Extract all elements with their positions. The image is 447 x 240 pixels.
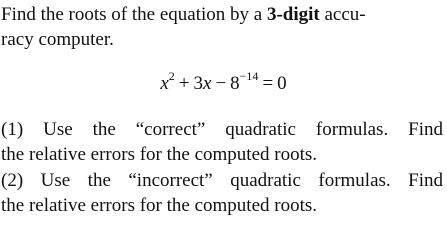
intro-text-end: accu- — [319, 4, 366, 25]
eq-exponent-2: 2 — [168, 69, 175, 83]
eq-rhs: 0 — [277, 73, 287, 94]
intro-bold-term: 3-digit — [266, 4, 320, 25]
equation — [0, 69, 447, 96]
eq-plus: + — [178, 73, 190, 94]
part2-line-2: the relative errors for the computed roots. — [1, 195, 318, 216]
eq-minus: − — [215, 73, 227, 94]
eq-equals: = — [262, 73, 274, 94]
intro-text-start: Find the roots of the equation by a — [1, 4, 267, 25]
eq-coefficient: 3 — [193, 73, 203, 94]
eq-exponent: −14 — [239, 69, 259, 83]
part1-line-1: (1) Use the “correct” quadratic formulas. Find — [1, 119, 443, 140]
eq-variable-x-2: x — [203, 73, 212, 94]
intro-line-1 — [1, 4, 366, 26]
eq-variable-x: x — [160, 73, 169, 94]
part1-line-2: the relative errors for the computed roots. — [1, 144, 318, 165]
intro-line-2: racy computer. — [1, 29, 114, 50]
eq-base: 8 — [230, 73, 240, 94]
part2-line-1: (2) Use the “incorrect” quadratic formulas. Find — [1, 170, 443, 191]
